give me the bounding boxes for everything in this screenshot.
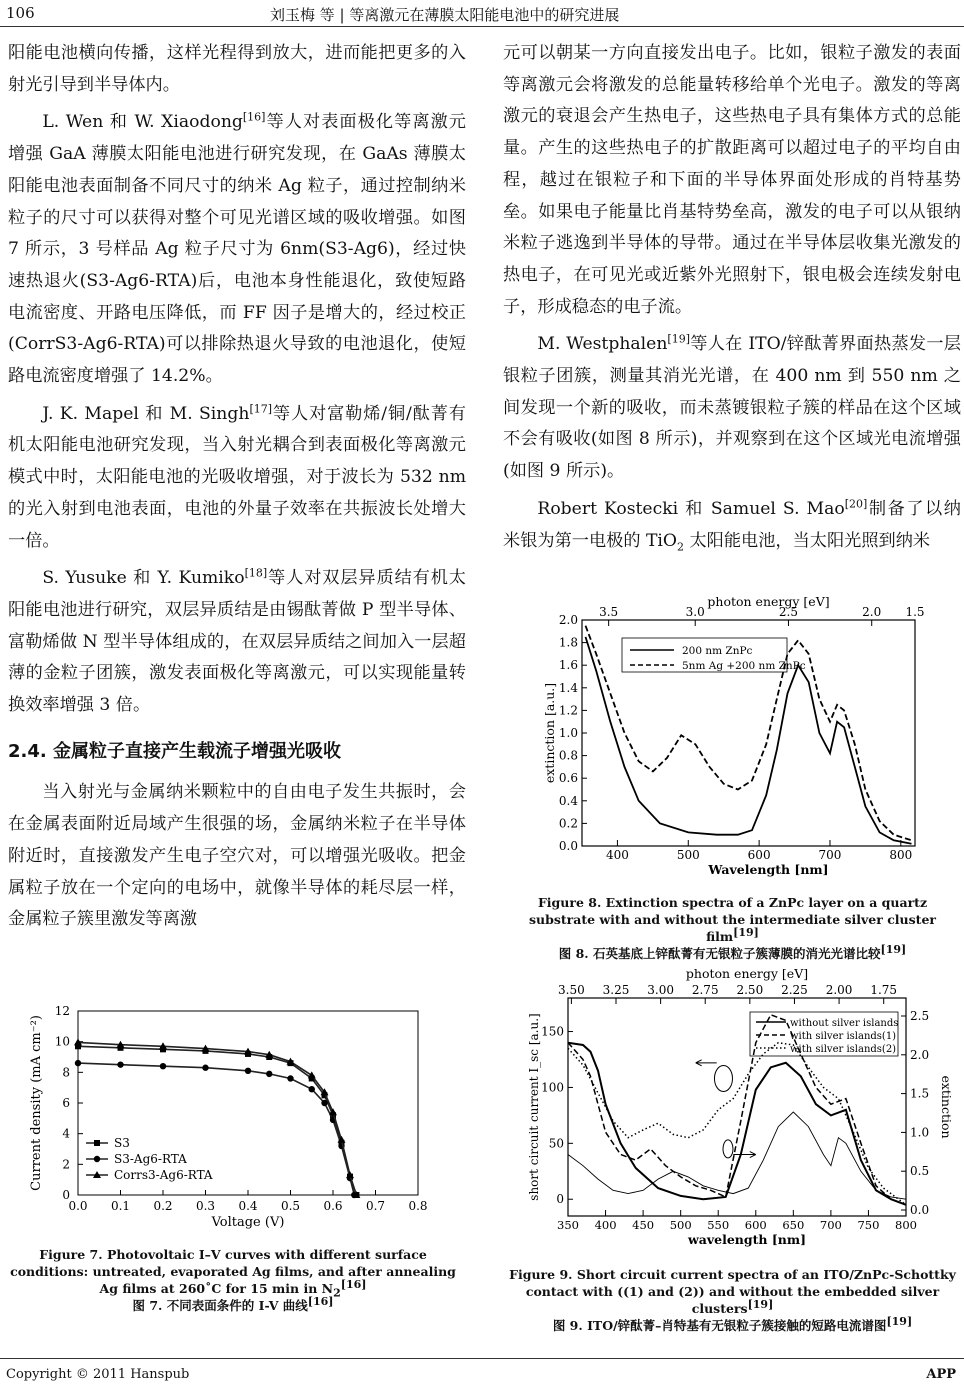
y-tick-label: 1.0 xyxy=(558,726,578,740)
top-tick-label: 2.50 xyxy=(736,983,764,997)
top-tick-label: 2.75 xyxy=(691,983,719,997)
legend-label: with silver islands(2) xyxy=(790,1044,897,1055)
left-column xyxy=(8,38,466,942)
top-tick-label: 3.25 xyxy=(602,983,630,997)
y-tick-label: 1.4 xyxy=(558,680,578,695)
y-tick-label: 0 xyxy=(556,1192,564,1207)
y-tick-label: 100 xyxy=(541,1080,564,1095)
top-tick-label: 1.5 xyxy=(905,605,925,619)
running-title: 刘玉梅 等 | 等离激元在薄膜太阳能电池中的研究进展 xyxy=(270,6,620,24)
paragraph xyxy=(8,777,466,936)
x-tick-label: 450 xyxy=(632,1218,655,1232)
y-tick-label: 0.2 xyxy=(558,816,578,831)
y-tick-label: 8 xyxy=(62,1065,70,1080)
copyright: Copyright © 2011 Hanspub xyxy=(6,1367,190,1382)
x-tick-label: 700 xyxy=(819,1218,842,1232)
y-axis-label: Current density (mA cm⁻²) xyxy=(29,1015,44,1191)
x-tick-label: 650 xyxy=(782,1218,805,1232)
y-tick-label: 4 xyxy=(62,1126,70,1141)
top-tick-label: 3.50 xyxy=(558,983,585,997)
y-tick-label: 10 xyxy=(54,1034,70,1049)
text-run: 制备了以纳米银为第一电极的 TiO xyxy=(503,498,961,551)
citation: [16] xyxy=(242,110,266,124)
top-tick-label: 3.00 xyxy=(647,983,674,997)
y-tick-label: 6 xyxy=(62,1096,70,1110)
y-tick-label: 1.2 xyxy=(558,703,578,718)
paragraph xyxy=(8,563,466,722)
annotation-arrow xyxy=(696,1060,717,1066)
legend-marker xyxy=(94,1140,100,1146)
top-tick-label: 1.75 xyxy=(870,983,898,997)
figure-7-caption-zh: 图 7. 不同表面条件的 I-V 曲线[16] xyxy=(132,1294,334,1313)
citation: [19] xyxy=(667,332,690,346)
x-tick-label: 350 xyxy=(557,1218,579,1232)
x-tick-label: 800 xyxy=(889,848,913,862)
text-run: Robert Kostecki 和 Samuel S. Mao xyxy=(537,498,845,519)
text-run: L. Wen 和 W. Xiaodong xyxy=(42,112,243,133)
x-tick-label: 600 xyxy=(747,848,771,862)
y2-axis-label: extinction xyxy=(939,1075,954,1139)
y-tick-label: 1.8 xyxy=(558,635,578,650)
subscript: 2 xyxy=(677,539,685,553)
text-run: J. K. Mapel 和 M. Singh xyxy=(42,403,250,424)
annotation-ellipse xyxy=(723,1140,733,1158)
data-point xyxy=(160,1063,166,1069)
legend-label: 5nm Ag +200 nm ZnPc xyxy=(682,660,806,672)
figure-8-chart xyxy=(540,594,930,879)
text-run: 元可以朝某一方向直接发出电子。比如，银粒子激发的表面等离激元会将激发的总能量转移给单个光电子。激发的等离激元的衰退会产生热电子，这些热电子具有集体方式的总能量。产生的这些热电子的扩散距离可以超过电子的平均自由程，越过在银粒子和下面的半导体界面处形成的肖特基势垒。如果电子能量比肖基特势垒高，激发的电子可以从银纳米粒子逃逸到半导体的导带。通过在半导体层收集光激发的热电子，在可见光或近紫外光照射下，银电极会连续发射电子，形成稳态的电子流。 xyxy=(503,43,961,317)
legend-label: S3 xyxy=(114,1136,130,1150)
x-axis-label: Voltage (V) xyxy=(211,1215,285,1230)
citation: [17] xyxy=(249,402,273,415)
x-tick-label: 0.2 xyxy=(153,1199,173,1213)
y-tick-label: 1.6 xyxy=(558,658,578,673)
legend-label: Corrs3-Ag6-RTA xyxy=(114,1168,213,1182)
text-run: 等人在 ITO/锌酞菁界面热蒸发一层银粒子团簇，测量其消光光谱，在 400 nm 到 550 nm 之间发现一个新的吸收，而未蒸镀银粒子簇的样品在这个区域不会有吸收(如图 8 所示)，并观察到在这个区域光电流增强(如图 9 所示)。 xyxy=(503,334,961,482)
x-tick-label: 0.6 xyxy=(323,1199,343,1213)
figure-7-caption-en: Figure 7. Photovoltaic I–V curves with different surface conditions: untreated, evaporated Ag films, and after annealing Ag films at 260˚C for 15 min in $N_2[16]$ xyxy=(10,1247,456,1300)
figure-7-caption xyxy=(4,1246,462,1314)
citation: [20] xyxy=(844,497,868,511)
data-point xyxy=(321,1100,327,1106)
legend-label: S3-Ag6-RTA xyxy=(114,1152,187,1166)
x-tick-label: 0.7 xyxy=(365,1199,386,1213)
series-line-0 xyxy=(568,1043,906,1205)
top-tick-label: 3.0 xyxy=(685,605,705,619)
x-tick-label: 0.3 xyxy=(195,1199,216,1213)
legend-label: 200 nm ZnPc xyxy=(682,645,753,657)
data-point xyxy=(245,1068,251,1074)
text-run: M. Westphalen xyxy=(537,334,668,355)
x-tick-label: 500 xyxy=(669,1218,692,1232)
page-number: 106 xyxy=(6,4,35,22)
y-tick-label: 2 xyxy=(62,1157,70,1172)
x-tick-label: 0.8 xyxy=(408,1199,428,1213)
paragraph xyxy=(8,107,466,392)
y-tick-label: 2.0 xyxy=(558,613,578,627)
top-tick-label: 2.00 xyxy=(825,983,853,997)
data-point xyxy=(309,1086,315,1092)
x-tick-label: 800 xyxy=(895,1218,917,1232)
legend-label: without silver islands xyxy=(790,1018,899,1029)
top-tick-label: 2.25 xyxy=(781,983,808,997)
y-tick-label: 0.0 xyxy=(558,839,578,853)
paragraph xyxy=(8,38,466,101)
figure-9-caption-en: Figure 9. Short circuit current spectra of an ITO/ZnPc-Schottky contact with ((1) and (2)) and without the embedded silver clusters[19] xyxy=(509,1267,956,1316)
y2-tick-label: 0.0 xyxy=(910,1203,930,1217)
text-run: 当入射光与金属纳米颗粒中的自由电子发生共振时，会在金属表面附近局域产生很强的场，金属纳米粒子在半导体附近时，直接激发产生电子空穴对，可以增强光吸收。把金属粒子放在一个定向的电场中，就像半导体的耗尽层一样，金属粒子簇里激发等离激 xyxy=(8,782,466,930)
x-tick-label: 750 xyxy=(857,1218,880,1232)
page-footer xyxy=(0,1358,964,1387)
annotation-ellipse xyxy=(714,1065,732,1091)
text-run: 2.4. 金属粒子直接产生载流子增强光吸收 xyxy=(8,740,341,762)
text-run: 等人对表面极化等离激元增强 GaA 薄膜太阳能电池进行研究发现，在 GaAs 薄膜太阳能电池表面制备不同尺寸的纳米 Ag 粒子，通过控制纳米粒子的尺寸可以获得对整个可见光谱区域的吸收增强。如图 7 所示，3 号样品 Ag 粒子尺寸为 6nm(S3-Ag6)，经过快速热退火(S3-Ag6-RTA)后，电池本身性能退化，致使短路电流密度、开路电压降低，而 FF 因子是增大的，经过校正(CorrS3-Ag6-RTA)可以排除热退火导致的电池退化，使短路电流密度增强了 14.2%。 xyxy=(8,112,466,387)
text-run: 阳能电池横向传播，这样光程得到放大，进而能把更多的入射光引导到半导体内。 xyxy=(8,43,466,95)
data-point xyxy=(75,1060,81,1066)
text-run: 太阳能电池，当太阳光照到纳米 xyxy=(684,530,931,551)
y-axis-label: extinction [a.u.] xyxy=(542,682,557,784)
data-point xyxy=(202,1065,208,1071)
y-tick-label: 0.6 xyxy=(558,771,578,786)
figure-8-caption xyxy=(505,894,960,962)
y2-tick-label: 0.5 xyxy=(910,1164,930,1179)
figure-8-caption-zh: 图 8. 石英基底上锌酞菁有无银粒子簇薄膜的消光光谱比较[19] xyxy=(558,942,907,961)
top-axis-title: photon energy [eV] xyxy=(707,594,830,609)
figure-9-caption-zh: 图 9. ITO/锌酞菁–肖特基有无银粒子簇接触的短路电流谱图[19] xyxy=(552,1314,913,1333)
figure-7-chart xyxy=(20,1003,460,1235)
y-tick-label: 0 xyxy=(62,1188,70,1202)
paragraph xyxy=(503,494,961,557)
top-tick-label: 2.5 xyxy=(778,605,799,619)
figure-9-caption xyxy=(505,1266,960,1334)
data-point xyxy=(266,1071,272,1077)
y2-tick-label: 1.5 xyxy=(910,1086,930,1101)
data-point xyxy=(308,1071,316,1078)
top-tick-label: 3.5 xyxy=(599,605,619,619)
x-tick-label: 0.0 xyxy=(68,1199,88,1213)
right-column xyxy=(503,38,961,563)
paragraph xyxy=(503,329,961,488)
x-tick-label: 550 xyxy=(707,1218,730,1232)
x-tick-label: 0.4 xyxy=(238,1199,258,1213)
text-run: 等人对双层异质结有机太阳能电池进行研究，双层异质结是由锡酞菁做 P 型半导体、富勒烯做 N 型半导体组成的，在双层异质结之间加入一层超薄的金粒子团簇，激发表面极化等离激元，可以实现能量转换效率增强 3 倍。 xyxy=(8,568,466,716)
x-tick-label: 0.5 xyxy=(280,1199,301,1213)
y2-tick-label: 1.0 xyxy=(910,1125,930,1140)
legend-label: with silver islands(1) xyxy=(790,1031,897,1042)
x-tick-label: 700 xyxy=(818,848,842,862)
x-tick-label: 600 xyxy=(744,1218,767,1232)
y2-tick-label: 2.5 xyxy=(910,1009,930,1023)
y2-tick-label: 2.0 xyxy=(910,1047,930,1062)
legend-box xyxy=(750,1012,898,1056)
y-tick-label: 0.4 xyxy=(558,793,578,808)
x-axis-label: Wavelength [nm] xyxy=(708,862,829,877)
paragraph xyxy=(8,399,466,558)
figure-9-chart xyxy=(526,966,954,1254)
paragraph xyxy=(503,38,961,323)
text-run: 等人对富勒烯/铜/酞菁有机太阳能电池研究发现，当入射光耦合到表面极化等离激元模式中时，太阳能电池的光吸收增强，对于波长为 532 nm 的光入射到电池表面，电池的外量子效率在共振波长处增大一倍。 xyxy=(8,403,466,551)
top-axis-title: photon energy [eV] xyxy=(685,966,809,981)
series-line-1 xyxy=(586,626,912,841)
text-run: S. Yusuke 和 Y. Kumiko xyxy=(42,568,245,589)
series-line-2 xyxy=(568,1043,906,1205)
annotation-arrow xyxy=(733,1152,756,1158)
x-tick-label: 500 xyxy=(676,848,700,862)
y-tick-label: 0.8 xyxy=(558,748,578,763)
y-tick-label: 50 xyxy=(548,1136,564,1151)
figure-8-caption-en: Figure 8. Extinction spectra of a ZnPc layer on a quartz substrate with and without the intermediate silver cluster film[19] xyxy=(528,895,936,944)
y-tick-label: 12 xyxy=(54,1004,70,1018)
citation: [18] xyxy=(244,566,268,580)
x-axis-label: wavelength [nm] xyxy=(688,1232,806,1247)
section-heading xyxy=(8,736,466,768)
legend-marker xyxy=(94,1156,100,1162)
data-point xyxy=(287,1075,293,1081)
x-tick-label: 400 xyxy=(594,1218,617,1232)
journal-name: APP xyxy=(926,1367,956,1382)
y-axis-label: short circuit current I_sc [a.u.] xyxy=(527,1013,541,1201)
top-tick-label: 2.0 xyxy=(862,605,882,619)
page-header xyxy=(0,0,964,27)
x-tick-label: 400 xyxy=(605,848,629,862)
data-point xyxy=(117,1061,123,1067)
y-tick-label: 150 xyxy=(541,1024,564,1039)
x-tick-label: 0.1 xyxy=(110,1199,131,1213)
